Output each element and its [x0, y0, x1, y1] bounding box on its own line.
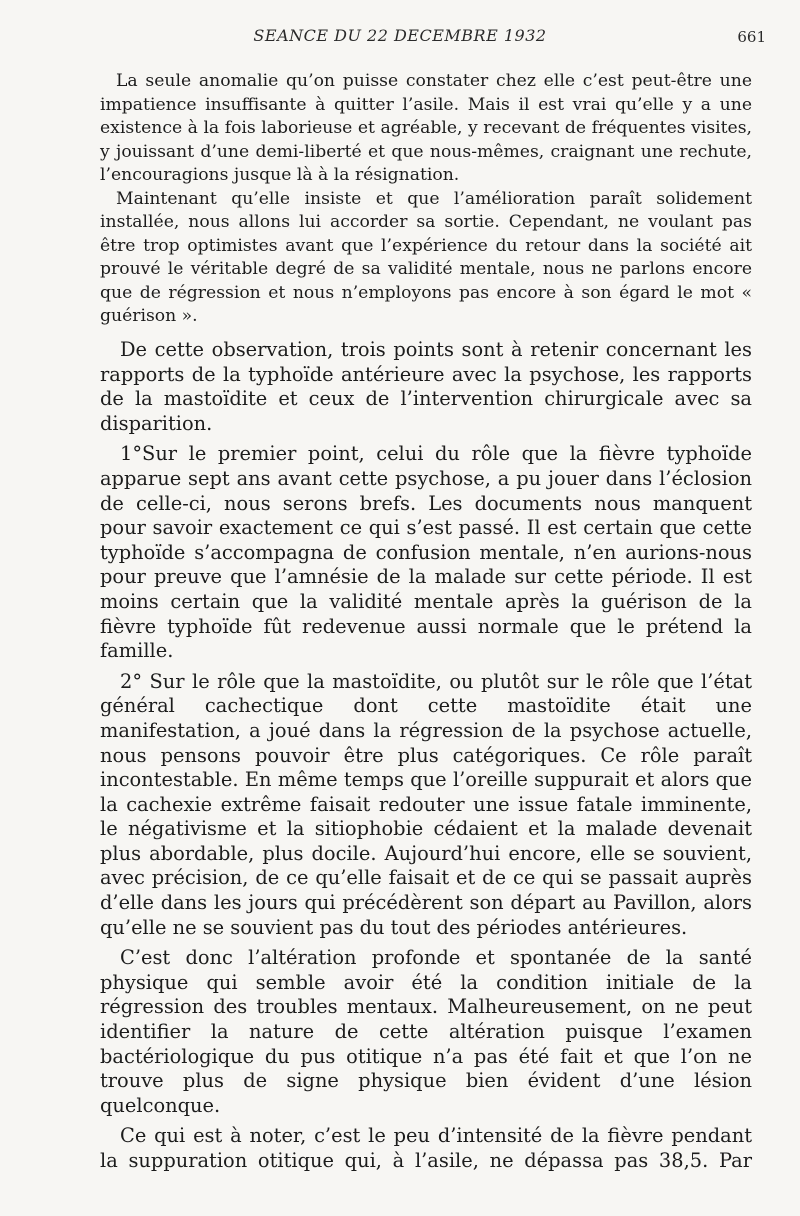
paragraph: Ce qui est à noter, c’est le peu d’intensité de la fièvre pendant la suppuration otitique qui, à l’asile, ne dépassa pas 38,5. Par — [100, 1124, 752, 1172]
paragraph: De cette observation, trois points sont à retenir concernant les rapports de la typhoïde antérieure avec la psychose, les rapports de la mastoïdite et ceux de l’intervention chirurgicale avec sa disparition. — [100, 338, 752, 435]
paragraph: 2° Sur le rôle que la mastoïdite, ou plutôt sur le rôle que l’état général cachectique dont cette mastoïdite était une manifestation, a joué dans la régression de la psychose actuelle, nous pensons pouvoir être plus catégoriques. Ce rôle paraît incontestable. En même temps que l’oreille suppurait et alors que la cachexie extrême faisait redouter une issue fatale imminente, le négativisme et la sitiophobie cédaient et la malade devenait plus abordable, plus docile. Aujourd’hui encore, elle se souvient, avec précision, de ce qu’elle faisait et de ce qui se passait auprès d’elle dans les jours qui précédèrent son départ au Pavillon, alors qu’elle ne se souvient pas du tout des périodes antérieures. — [100, 669, 752, 939]
paragraph: La seule anomalie qu’on puisse constater chez elle c’est peut-être une impatience insuffisante à quitter l’asile. Mais il est vrai qu’elle y a une existence à la fois laborieuse et agréable, y recevant de fréquentes visites, y jouissant d’une demi-liberté et que nous-mêmes, craignant une rechute, l’encouragions jusque là à la résignation. — [100, 71, 752, 185]
page-number: 661 — [737, 28, 766, 46]
paragraph: Maintenant qu’elle insiste et que l’amélioration paraît solidement installée, nous allons lui accorder sa sortie. Cependant, ne voulant pas être trop optimistes avant que l’expérience du retour dans la société ait prouvé le véritable degré de sa validité mentale, nous ne parlons encore que de régression et nous n’employons pas encore à son égard le mot « guérison ». — [100, 188, 752, 326]
paragraph: C’est donc l’altération profonde et spontanée de la santé physique qui semble avoir été la condition initiale de la régression des troubles mentaux. Malheureusement, on ne peut identifier la nature de cette altération puisque l’examen bactériologique du pus otitique n’a pas été fait et que l’on ne trouve plus de signe physique bien évident d’une lésion quelconque. — [100, 946, 752, 1117]
paragraph: 1°Sur le premier point, celui du rôle que la fièvre typhoïde apparue sept ans avant cette psychose, a pu jouer dans l’éclosion de celle-ci, nous serons brefs. Les documents nous manquent pour savoir exactement ce qui s’est passé. Il est certain que cette typhoïde s’accompagna de confusion mentale, n’en aurions-nous pour preuve que l’amnésie de la malade sur cette période. Il est moins certain que la validité mentale après la guérison de la fièvre typhoïde fût redevenue aussi normale que le prétend la famille. — [100, 442, 752, 663]
running-head: SEANCE DU 22 DECEMBRE 1932 — [253, 26, 547, 45]
main-text-section — [100, 338, 752, 1180]
page-header — [0, 26, 800, 50]
small-print-section — [100, 70, 752, 329]
